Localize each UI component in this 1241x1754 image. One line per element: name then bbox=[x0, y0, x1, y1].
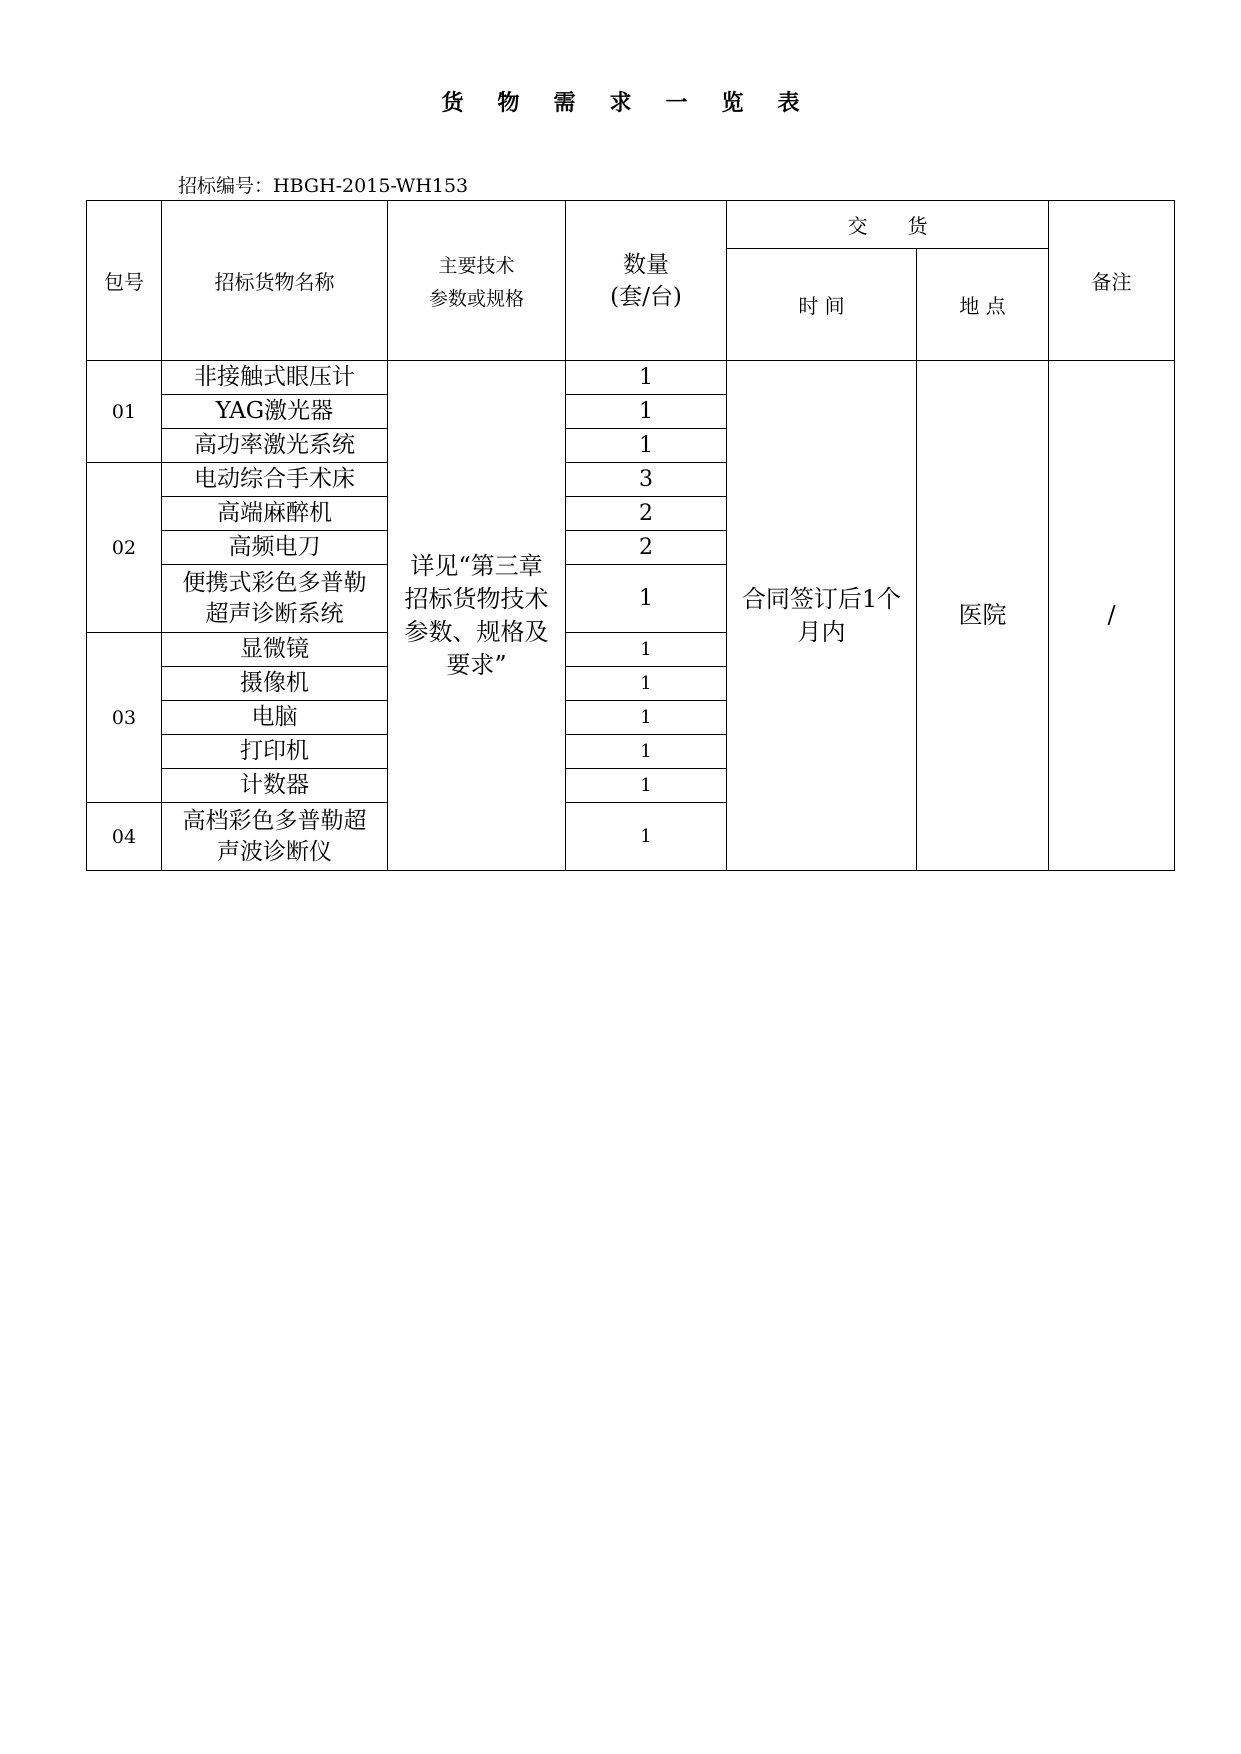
delivery-place: 医院 bbox=[917, 361, 1049, 871]
goods-name: 电脑 bbox=[162, 701, 388, 735]
goods-name-line2: 声波诊断仪 bbox=[217, 838, 332, 865]
delivery-time-line2: 月内 bbox=[797, 617, 846, 646]
goods-name: 计数器 bbox=[162, 769, 388, 803]
header-time: 时 间 bbox=[727, 249, 917, 361]
quantity: 3 bbox=[566, 463, 727, 497]
header-spec bbox=[388, 201, 566, 361]
quantity: 1 bbox=[566, 565, 727, 633]
quantity: 1 bbox=[566, 735, 727, 769]
quantity: 2 bbox=[566, 531, 727, 565]
package-number: 03 bbox=[87, 633, 162, 803]
goods-name: 高频电刀 bbox=[162, 531, 388, 565]
quantity: 1 bbox=[566, 361, 727, 395]
goods-name bbox=[162, 803, 388, 871]
package-number: 01 bbox=[87, 361, 162, 463]
header-quantity bbox=[566, 201, 727, 361]
goods-name: 显微镜 bbox=[162, 633, 388, 667]
spec-line2: 招标货物技术 bbox=[404, 584, 549, 613]
spec-line3: 参数、规格及 bbox=[404, 617, 549, 646]
header-goods-name: 招标货物名称 bbox=[162, 201, 388, 361]
table-row bbox=[87, 361, 1175, 395]
quantity: 1 bbox=[566, 633, 727, 667]
spec-reference bbox=[388, 361, 566, 871]
goods-name bbox=[162, 565, 388, 633]
goods-name: 高端麻醉机 bbox=[162, 497, 388, 531]
header-package: 包号 bbox=[87, 201, 162, 361]
goods-name: 打印机 bbox=[162, 735, 388, 769]
header-delivery: 交 货 bbox=[727, 201, 1049, 249]
header-quantity-line1: 数量 bbox=[623, 251, 669, 278]
quantity: 1 bbox=[566, 429, 727, 463]
goods-requirements-table bbox=[86, 200, 1175, 871]
delivery-time-line1: 合同签订后1个 bbox=[741, 584, 902, 613]
delivery-time bbox=[727, 361, 917, 871]
header-spec-line2: 参数或规格 bbox=[428, 287, 524, 310]
package-number: 04 bbox=[87, 803, 162, 871]
goods-name: 电动综合手术床 bbox=[162, 463, 388, 497]
page-title: 货物需求一览表 bbox=[441, 91, 834, 116]
goods-name-line1: 高档彩色多普勒超 bbox=[182, 807, 367, 834]
header-spec-line1: 主要技术 bbox=[438, 254, 515, 277]
quantity: 1 bbox=[566, 803, 727, 871]
quantity: 1 bbox=[566, 667, 727, 701]
goods-name-line2: 超声诊断系统 bbox=[205, 600, 344, 627]
goods-name: 高功率激光系统 bbox=[162, 429, 388, 463]
goods-name: 非接触式眼压计 bbox=[162, 361, 388, 395]
header-quantity-line2: (套/台) bbox=[610, 283, 682, 310]
goods-name: 摄像机 bbox=[162, 667, 388, 701]
goods-name: YAG激光器 bbox=[162, 395, 388, 429]
header-row-1 bbox=[87, 201, 1175, 249]
quantity: 1 bbox=[566, 701, 727, 735]
spec-line4: 要求” bbox=[446, 650, 507, 679]
quantity: 2 bbox=[566, 497, 727, 531]
remarks-value: / bbox=[1049, 361, 1175, 871]
header-remarks: 备注 bbox=[1049, 201, 1175, 361]
header-place: 地 点 bbox=[917, 249, 1049, 361]
package-number: 02 bbox=[87, 463, 162, 633]
quantity: 1 bbox=[566, 769, 727, 803]
goods-name-line1: 便携式彩色多普勒 bbox=[182, 569, 367, 596]
bid-number: 招标编号：HBGH-2015-WH153 bbox=[178, 175, 469, 197]
quantity: 1 bbox=[566, 395, 727, 429]
spec-line1: 详见“第三章 bbox=[410, 551, 543, 580]
